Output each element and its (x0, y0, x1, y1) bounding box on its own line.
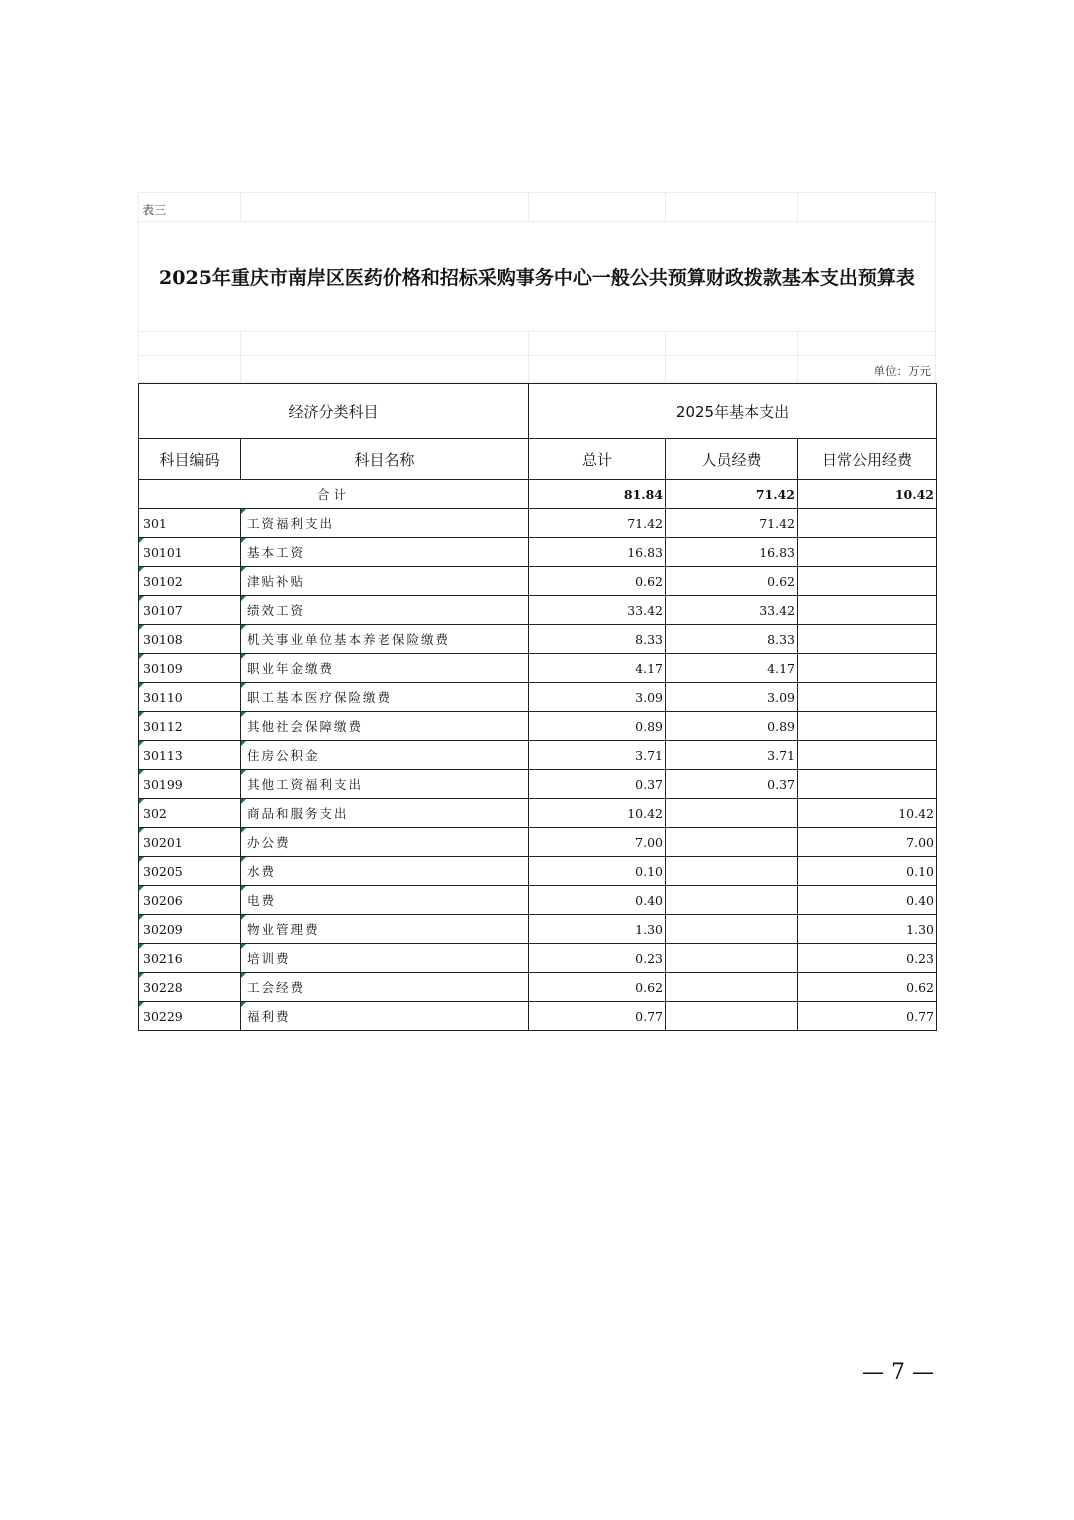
table-row (139, 567, 937, 596)
table-row (139, 538, 937, 567)
row-public (798, 712, 937, 741)
row-public: 0.23 (798, 944, 937, 973)
row-total: 10.42 (529, 799, 666, 828)
row-total: 0.77 (529, 1002, 666, 1031)
row-code: 301 (139, 509, 241, 538)
row-personnel (666, 799, 798, 828)
row-personnel (666, 857, 798, 886)
row-personnel (666, 886, 798, 915)
row-name: 工会经费 (241, 973, 529, 1002)
total-label: 合计 (139, 480, 529, 509)
row-total: 3.71 (529, 741, 666, 770)
row-code: 30112 (139, 712, 241, 741)
row-total: 0.37 (529, 770, 666, 799)
row-personnel: 0.89 (666, 712, 798, 741)
row-name: 津贴补贴 (241, 567, 529, 596)
row-name: 其他社会保障缴费 (241, 712, 529, 741)
total-personnel: 71.42 (666, 480, 798, 509)
table-row (139, 712, 937, 741)
row-name: 其他工资福利支出 (241, 770, 529, 799)
row-code: 30108 (139, 625, 241, 654)
row-name: 机关事业单位基本养老保险缴费 (241, 625, 529, 654)
row-total: 8.33 (529, 625, 666, 654)
row-code: 30101 (139, 538, 241, 567)
row-personnel: 4.17 (666, 654, 798, 683)
row-name: 基本工资 (241, 538, 529, 567)
table-row (139, 915, 937, 944)
table-row (139, 973, 937, 1002)
row-code: 30113 (139, 741, 241, 770)
row-public (798, 770, 937, 799)
row-code: 30199 (139, 770, 241, 799)
row-personnel: 0.37 (666, 770, 798, 799)
row-personnel: 8.33 (666, 625, 798, 654)
row-personnel: 3.71 (666, 741, 798, 770)
row-public (798, 741, 937, 770)
row-code: 30109 (139, 654, 241, 683)
total-row (139, 480, 937, 509)
row-personnel (666, 973, 798, 1002)
row-public: 10.42 (798, 799, 937, 828)
header-public: 日常公用经费 (798, 439, 937, 480)
row-total: 0.23 (529, 944, 666, 973)
row-total: 71.42 (529, 509, 666, 538)
row-name: 电费 (241, 886, 529, 915)
table-row (139, 741, 937, 770)
budget-sheet (138, 192, 936, 1031)
row-public (798, 596, 937, 625)
row-total: 0.40 (529, 886, 666, 915)
row-code: 30209 (139, 915, 241, 944)
page-number: — 7 — (862, 1360, 934, 1385)
row-total: 3.09 (529, 683, 666, 712)
row-public: 0.40 (798, 886, 937, 915)
row-public (798, 567, 937, 596)
row-code: 30205 (139, 857, 241, 886)
row-total: 0.62 (529, 973, 666, 1002)
table-label: 表三 (142, 203, 167, 217)
document-title: 2025年重庆市南岸区医药价格和招标采购事务中心一般公共预算财政拨款基本支出预算表 (159, 267, 915, 289)
row-personnel (666, 1002, 798, 1031)
table-row (139, 654, 937, 683)
row-public: 0.62 (798, 973, 937, 1002)
row-personnel: 0.62 (666, 567, 798, 596)
row-personnel (666, 915, 798, 944)
unit-note: 单位：万元 (873, 364, 931, 378)
header-basic-expense: 2025年基本支出 (529, 384, 937, 439)
row-code: 30228 (139, 973, 241, 1002)
row-name: 水费 (241, 857, 529, 886)
table-row (139, 625, 937, 654)
table-row (139, 799, 937, 828)
table-row (139, 828, 937, 857)
row-name: 住房公积金 (241, 741, 529, 770)
row-public: 0.77 (798, 1002, 937, 1031)
row-code: 30201 (139, 828, 241, 857)
row-name: 工资福利支出 (241, 509, 529, 538)
table-row (139, 683, 937, 712)
row-public (798, 538, 937, 567)
table-row (139, 944, 937, 973)
row-total: 0.62 (529, 567, 666, 596)
table-row (139, 509, 937, 538)
row-total: 33.42 (529, 596, 666, 625)
row-public: 7.00 (798, 828, 937, 857)
row-name: 职工基本医疗保险缴费 (241, 683, 529, 712)
row-public: 1.30 (798, 915, 937, 944)
row-personnel: 33.42 (666, 596, 798, 625)
header-row-1 (139, 384, 937, 439)
row-public (798, 683, 937, 712)
row-total: 0.10 (529, 857, 666, 886)
row-personnel: 16.83 (666, 538, 798, 567)
row-total: 16.83 (529, 538, 666, 567)
row-personnel (666, 944, 798, 973)
row-name: 职业年金缴费 (241, 654, 529, 683)
sheet-header-area (138, 192, 936, 383)
row-name: 办公费 (241, 828, 529, 857)
table-row (139, 857, 937, 886)
header-total: 总计 (529, 439, 666, 480)
row-personnel: 71.42 (666, 509, 798, 538)
row-code: 30107 (139, 596, 241, 625)
table-row (139, 886, 937, 915)
row-public: 0.10 (798, 857, 937, 886)
header-row-2 (139, 439, 937, 480)
row-name: 绩效工资 (241, 596, 529, 625)
row-code: 30216 (139, 944, 241, 973)
header-name: 科目名称 (241, 439, 529, 480)
table-row (139, 1002, 937, 1031)
row-public (798, 654, 937, 683)
row-personnel: 3.09 (666, 683, 798, 712)
header-code: 科目编码 (139, 439, 241, 480)
row-name: 培训费 (241, 944, 529, 973)
row-public (798, 509, 937, 538)
row-name: 福利费 (241, 1002, 529, 1031)
row-public (798, 625, 937, 654)
row-code: 30206 (139, 886, 241, 915)
row-code: 30229 (139, 1002, 241, 1031)
budget-table (138, 383, 937, 1031)
row-code: 30102 (139, 567, 241, 596)
row-total: 1.30 (529, 915, 666, 944)
table-row (139, 596, 937, 625)
row-total: 0.89 (529, 712, 666, 741)
row-code: 302 (139, 799, 241, 828)
total-public: 10.42 (798, 480, 937, 509)
row-personnel (666, 828, 798, 857)
row-name: 商品和服务支出 (241, 799, 529, 828)
row-total: 7.00 (529, 828, 666, 857)
row-code: 30110 (139, 683, 241, 712)
row-name: 物业管理费 (241, 915, 529, 944)
table-row (139, 770, 937, 799)
header-personnel: 人员经费 (666, 439, 798, 480)
row-total: 4.17 (529, 654, 666, 683)
header-econ-category: 经济分类科目 (139, 384, 529, 439)
total-total: 81.84 (529, 480, 666, 509)
